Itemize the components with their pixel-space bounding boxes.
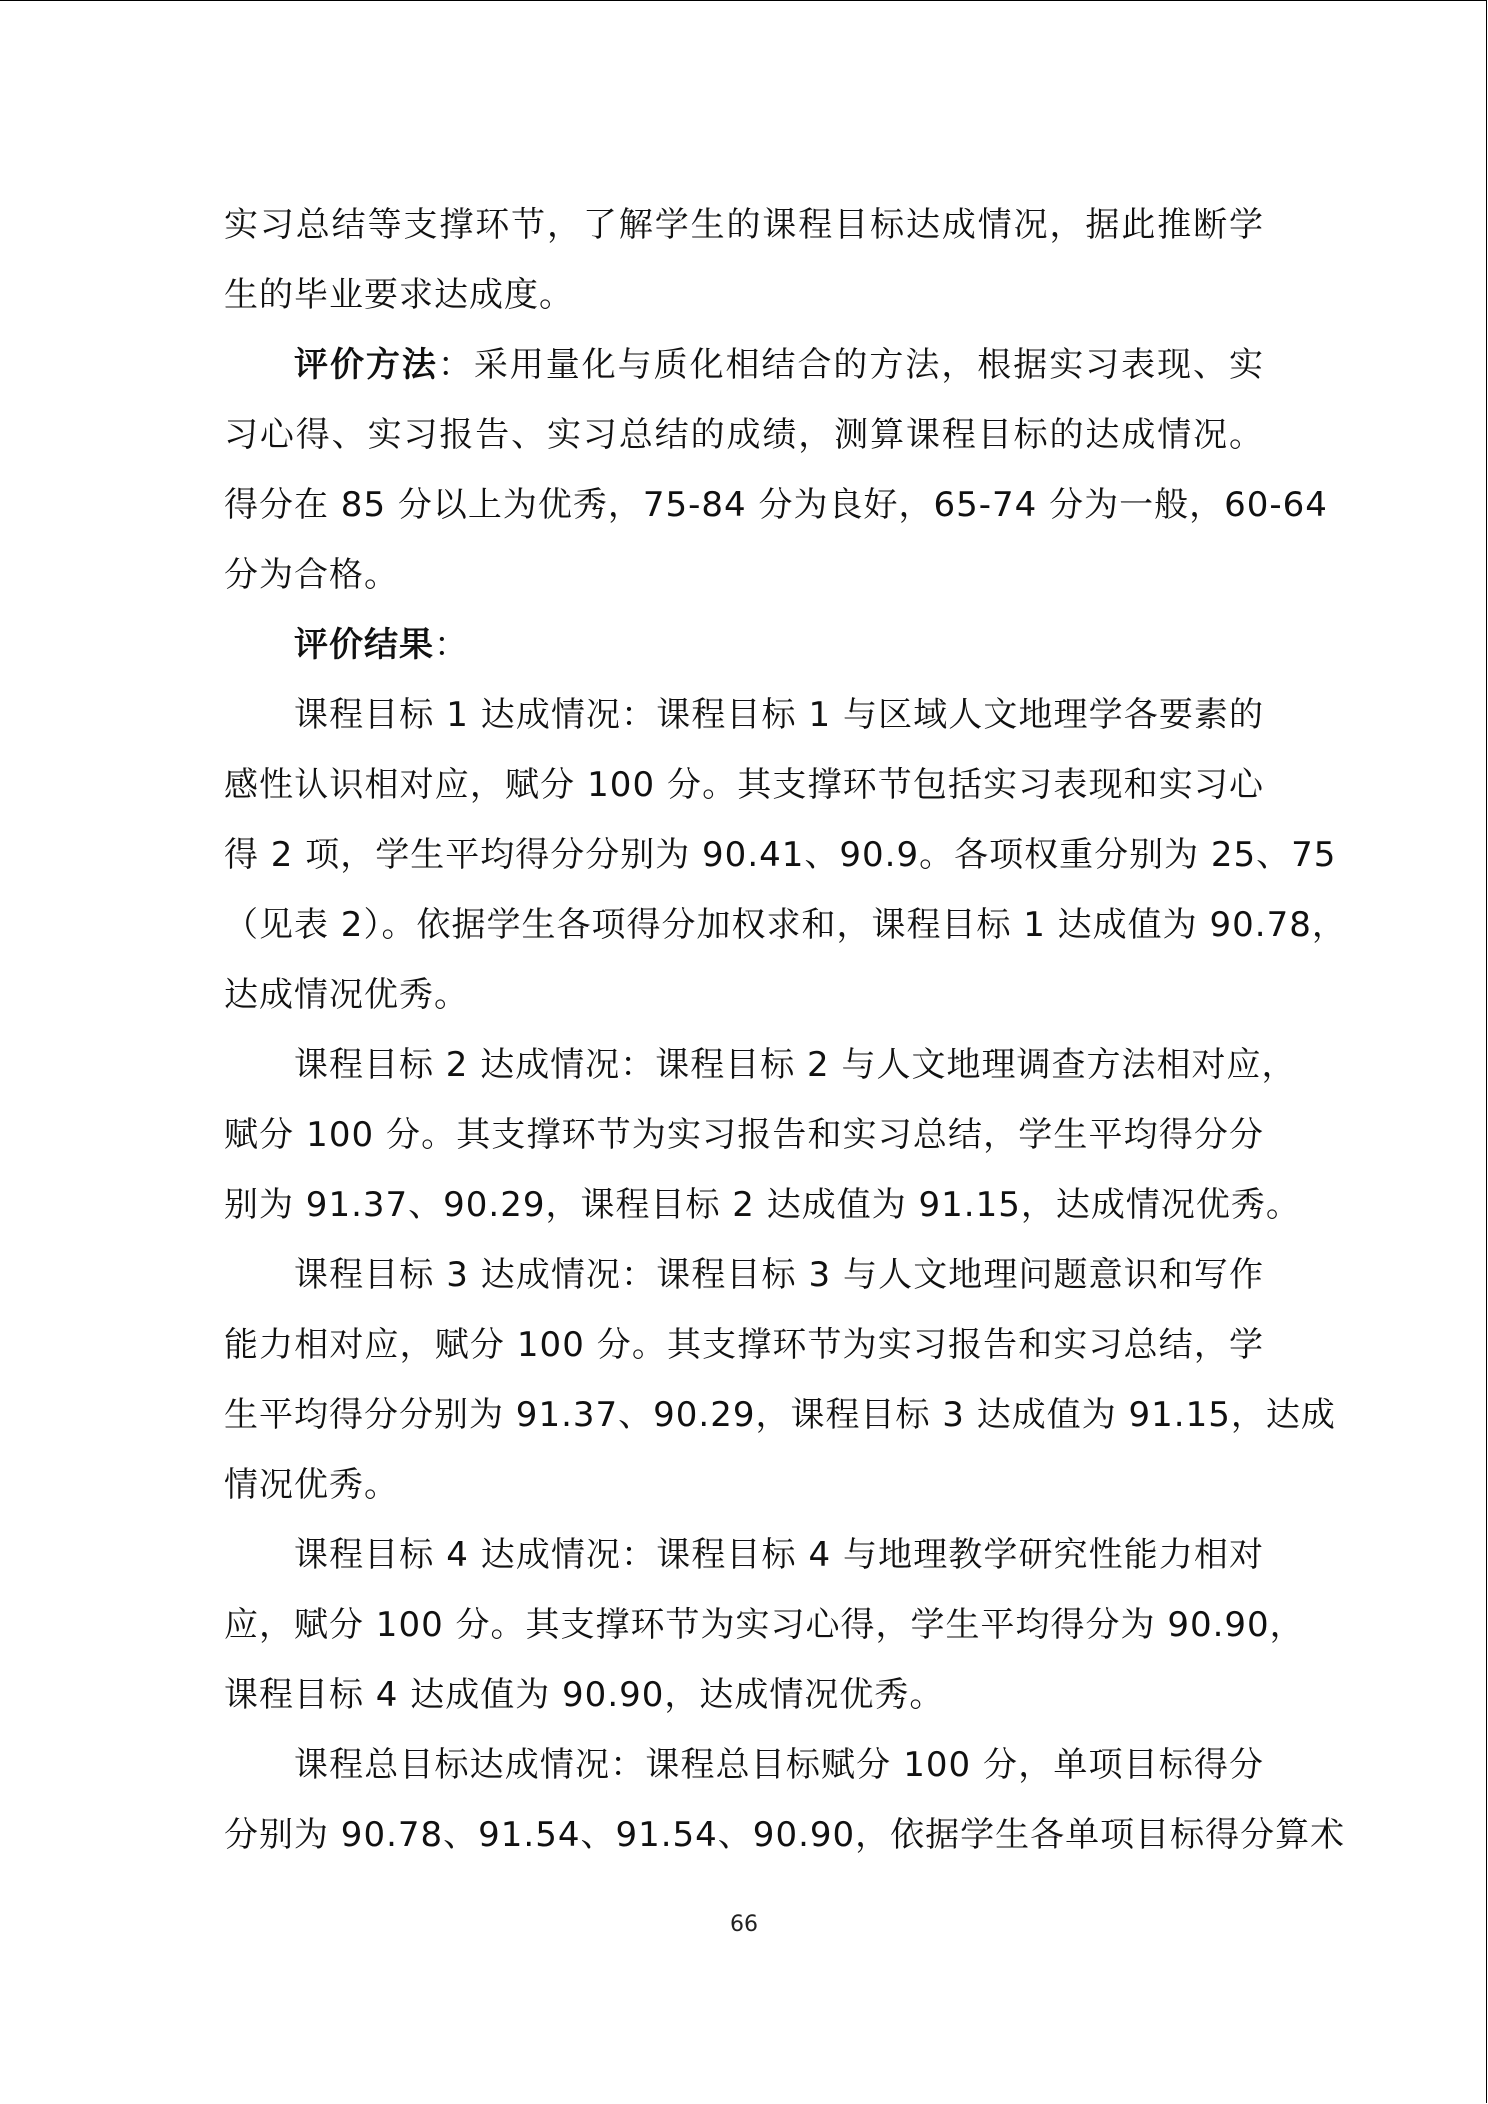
text-line-7 [224, 610, 1264, 680]
text-line-10: 得 2 项，学生平均得分分别为 90.41、90.9。各项权重分别为 25、75 [224, 835, 1337, 875]
text-line-17: 能力相对应，赋分 100 分。其支撑环节为实习报告和实习总结，学 [224, 1325, 1264, 1365]
text-line-22: 课程目标 4 达成值为 90.90，达成情况优秀。 [224, 1675, 945, 1715]
text-line-2: 生的毕业要求达成度。 [224, 275, 574, 315]
text-line-14: 赋分 100 分。其支撑环节为实习报告和实习总结，学生平均得分分 [224, 1115, 1264, 1155]
text-line-23: 课程总目标达成情况：课程总目标赋分 100 分，单项目标得分 [294, 1745, 1264, 1785]
text-line-18: 生平均得分分别为 91.37、90.29，课程目标 3 达成值为 91.15，达成 [224, 1395, 1336, 1435]
text-line-5: 得分在 85 分以上为优秀，75-84 分为良好，65-74 分为一般，60-64 [224, 485, 1328, 525]
text-line-6: 分为合格。 [224, 555, 399, 595]
text-line-11: （见表 2）。依据学生各项得分加权求和，课程目标 1 达成值为 90.78， [224, 905, 1347, 945]
text-line-9: 感性认识相对应，赋分 100 分。其支撑环节包括实习表现和实习心 [224, 765, 1264, 805]
evaluation-method-text: ：采用量化与质化相结合的方法，根据实习表现、实 [437, 345, 1265, 385]
text-line-15: 别为 91.37、90.29，课程目标 2 达成值为 91.15，达成情况优秀。 [224, 1185, 1301, 1225]
evaluation-result-colon: ： [434, 625, 469, 665]
text-line-12: 达成情况优秀。 [224, 975, 469, 1015]
text-line-19: 情况优秀。 [224, 1465, 399, 1505]
text-line-8: 课程目标 1 达成情况：课程目标 1 与区域人文地理学各要素的 [294, 695, 1264, 735]
page-number: 66 [730, 1912, 758, 1937]
document-body [224, 190, 1347, 1870]
evaluation-result-label: 评价结果 [294, 625, 434, 665]
text-line-3 [224, 330, 1264, 400]
text-line-21: 应，赋分 100 分。其支撑环节为实习心得，学生平均得分为 90.90， [224, 1605, 1305, 1645]
evaluation-method-label: 评价方法 [294, 345, 438, 385]
text-line-4: 习心得、实习报告、实习总结的成绩，测算课程目标的达成情况。 [224, 415, 1264, 455]
text-line-16: 课程目标 3 达成情况：课程目标 3 与人文地理问题意识和写作 [294, 1255, 1264, 1295]
text-line-1: 实习总结等支撑环节，了解学生的课程目标达成情况，据此推断学 [224, 205, 1264, 245]
text-line-13: 课程目标 2 达成情况：课程目标 2 与人文地理调查方法相对应， [294, 1045, 1297, 1085]
text-line-20: 课程目标 4 达成情况：课程目标 4 与地理教学研究性能力相对 [294, 1535, 1264, 1575]
text-line-24: 分别为 90.78、91.54、91.54、90.90，依据学生各单项目标得分算术 [224, 1815, 1346, 1855]
